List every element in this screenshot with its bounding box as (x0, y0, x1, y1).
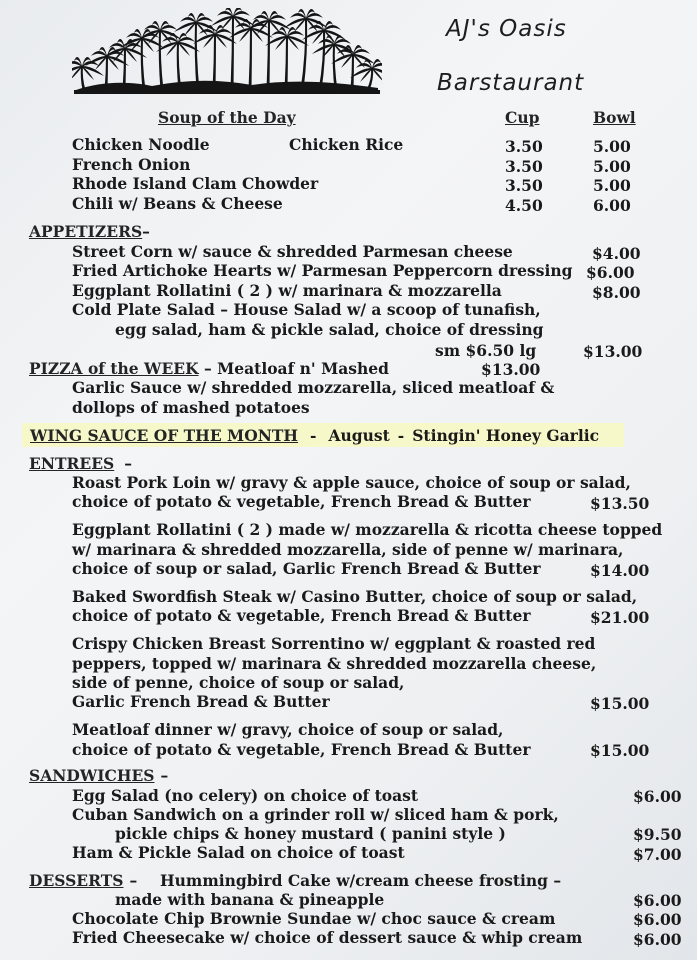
appetizers-section-title (29, 223, 150, 241)
pizza-description: dollops of mashed potatoes (72, 398, 310, 417)
pizza-heading: PIZZA of the WEEK (29, 359, 199, 378)
heading-dash: – (129, 871, 138, 890)
heading-dash: – (124, 454, 132, 473)
soup-cup-price: 4.50 (505, 196, 543, 215)
dessert-item: Hummingbird Cake w/cream cheese frosting – (160, 871, 562, 890)
entree-line: Garlic French Bread & Butter (72, 692, 330, 711)
entree-line: Eggplant Rollatini ( 2 ) made w/ mozzarella & ricotta cheese topped (72, 520, 663, 539)
entree-line: Baked Swordfish Steak w/ Casino Butter, choice of soup or salad, (72, 587, 638, 606)
restaurant-subtitle: Barstaurant (437, 70, 585, 96)
palm-trees-icon (72, 8, 382, 100)
entree-price: $15.00 (590, 741, 650, 760)
appetizer-item-line2: egg salad, ham & pickle salad, choice of dressing (115, 320, 544, 339)
pizza-section-title (29, 360, 389, 378)
desserts-heading: DESSERTS (29, 871, 124, 890)
wing-month: August (328, 426, 390, 445)
sandwiches-heading: SANDWICHES (29, 766, 155, 785)
soup-item-alt: Chicken Rice (289, 135, 404, 154)
entree-line: peppers, topped w/ marinara & shredded mozzarella cheese, (72, 654, 597, 673)
entree-line: choice of soup or salad, Garlic French Bread & Butter (72, 559, 541, 578)
soup-cup-price: 3.50 (505, 137, 543, 156)
dessert-price: $6.00 (633, 910, 682, 929)
dessert-item: Chocolate Chip Brownie Sundae w/ choc sauce & cream (72, 909, 556, 928)
appetizer-item: Fried Artichoke Hearts w/ Parmesan Peppercorn dressing (72, 261, 573, 280)
wing-sauce-line (30, 427, 599, 445)
entrees-heading: ENTREES (29, 454, 115, 473)
entree-price: $13.50 (590, 494, 650, 513)
appetizer-sizes: sm $6.50 lg (435, 341, 537, 360)
appetizer-item: Street Corn w/ sauce & shredded Parmesan cheese (72, 242, 513, 261)
soup-item-name: Rhode Island Clam Chowder (72, 174, 319, 193)
soup-heading: Soup of the Day (158, 108, 296, 127)
entree-line: side of penne, choice of soup or salad, (72, 673, 405, 692)
pizza-description: Garlic Sauce w/ shredded mozzarella, sliced meatloaf & (72, 378, 555, 397)
soup-cup-price: 3.50 (505, 157, 543, 176)
sandwich-item: Cuban Sandwich on a grinder roll w/ sliced ham & pork, (72, 805, 559, 824)
restaurant-name: AJ's Oasis (446, 16, 567, 42)
entree-line: Crispy Chicken Breast Sorrentino w/ eggplant & roasted red (72, 634, 596, 653)
appetizer-item: Cold Plate Salad – House Salad w/ a scoop of tunafish, (72, 300, 541, 319)
entrees-section-title (29, 455, 132, 473)
dessert-item: Fried Cheesecake w/ choice of dessert sauce & whip cream (72, 928, 583, 947)
appetizer-price: $6.00 (586, 263, 635, 282)
dessert-price: $6.00 (633, 930, 682, 949)
desserts-section-title (29, 872, 137, 890)
soup-item-name: Chili w/ Beans & Cheese (72, 194, 283, 213)
soup-item-name: French Onion (72, 155, 191, 174)
soup-bowl-price: 5.00 (593, 137, 631, 156)
entree-line: Roast Pork Loin w/ gravy & apple sauce, choice of soup or salad, (72, 473, 631, 492)
soup-cup-price: 3.50 (505, 176, 543, 195)
cup-column-heading: Cup (505, 108, 540, 127)
appetizer-price: $13.00 (583, 342, 643, 361)
sandwiches-section-title (29, 767, 168, 785)
entree-line: Meatloaf dinner w/ gravy, choice of soup or salad, (72, 720, 504, 739)
entree-line: choice of potato & vegetable, French Bread & Butter (72, 492, 531, 511)
soup-bowl-price: 6.00 (593, 196, 631, 215)
wing-sep: - (310, 426, 317, 445)
soup-bowl-price: 5.00 (593, 176, 631, 195)
sandwich-item: Ham & Pickle Salad on choice of toast (72, 843, 405, 862)
dessert-price: $6.00 (633, 891, 682, 910)
entree-line: choice of potato & vegetable, French Bread & Butter (72, 606, 531, 625)
appetizers-heading: APPETIZERS (29, 222, 143, 241)
appetizer-price: $4.00 (592, 244, 641, 263)
soup-item-name: Chicken Noodle (72, 135, 210, 154)
sandwich-price: $6.00 (633, 787, 682, 806)
heading-dash: – (142, 222, 150, 241)
appetizer-price: $8.00 (592, 283, 641, 302)
sandwich-item-line2: pickle chips & honey mustard ( panini style ) (115, 824, 506, 843)
pizza-price: $13.00 (481, 360, 541, 379)
heading-dash: – (160, 766, 169, 785)
soup-bowl-price: 5.00 (593, 157, 631, 176)
bowl-column-heading: Bowl (593, 108, 636, 127)
appetizer-item: Eggplant Rollatini ( 2 ) w/ marinara & mozzarella (72, 281, 502, 300)
wing-heading: WING SAUCE OF THE MONTH (30, 426, 299, 445)
entree-line: w/ marinara & shredded mozzarella, side of penne w/ marinara, (72, 540, 624, 559)
sandwich-price: $9.50 (633, 825, 682, 844)
entree-price: $15.00 (590, 694, 650, 713)
sandwich-price: $7.00 (633, 845, 682, 864)
dessert-item-line2: made with banana & pineapple (115, 890, 385, 909)
wing-sep: - (397, 426, 405, 445)
wing-flavor: Stingin' Honey Garlic (412, 426, 600, 445)
sandwich-item: Egg Salad (no celery) on choice of toast (72, 786, 419, 805)
entree-price: $21.00 (590, 608, 650, 627)
entree-line: choice of potato & vegetable, French Bread & Butter (72, 740, 531, 759)
pizza-title: – Meatloaf n' Mashed (198, 359, 389, 378)
entree-price: $14.00 (590, 561, 650, 580)
